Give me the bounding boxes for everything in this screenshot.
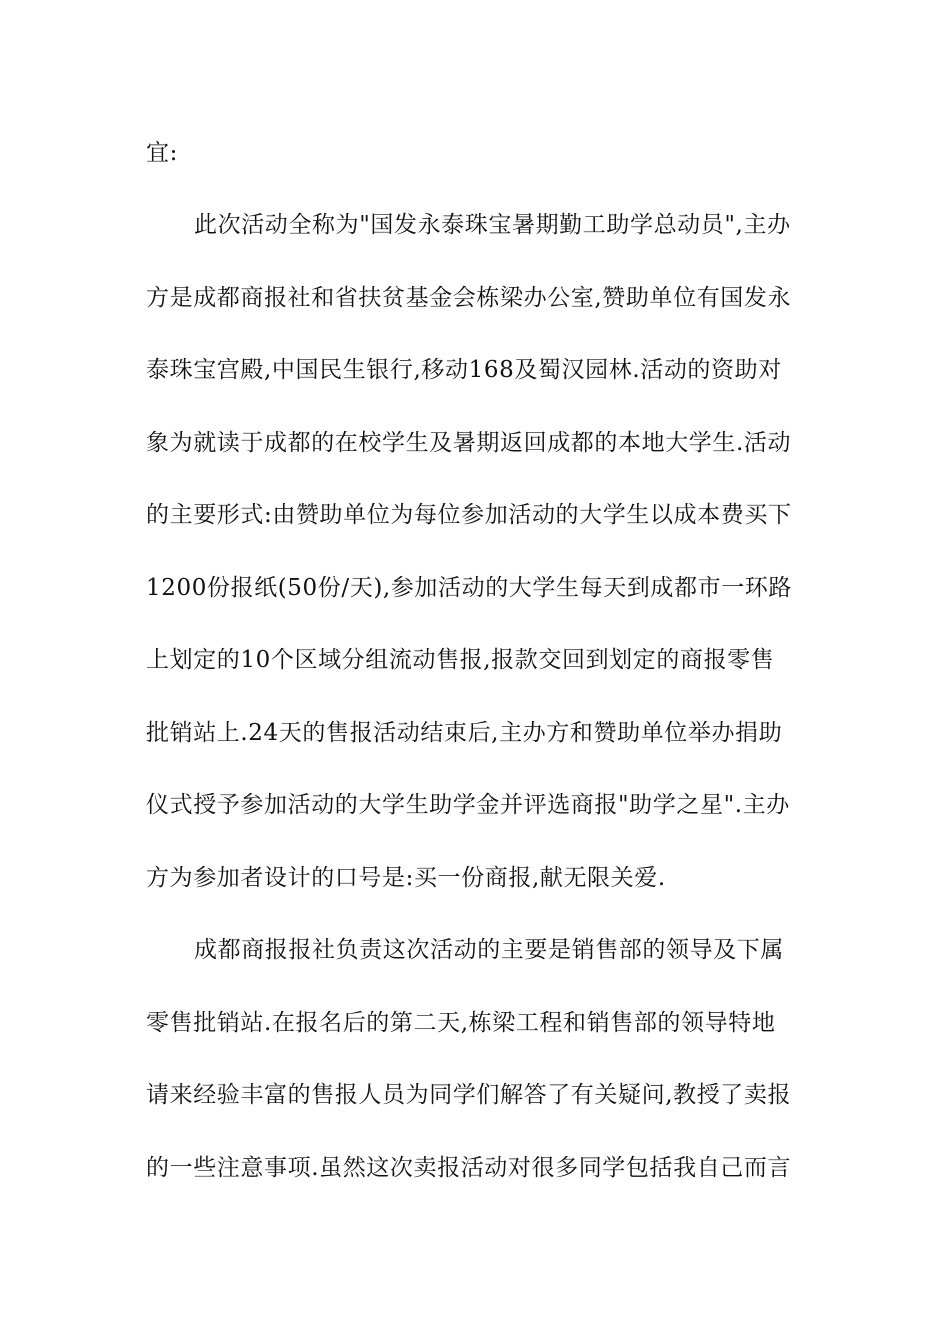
text-line: 批销站上.24天的售报活动结束后,主办方和赞助单位举办捐助 [146, 720, 783, 746]
text-line: 泰珠宝宫殿,中国民生银行,移动168及蜀汉园林.活动的资助对 [146, 357, 782, 383]
text-line: 的一些注意事项.虽然这次卖报活动对很多同学包括我自己而言 [146, 1155, 792, 1181]
text-line: 方为参加者设计的口号是:买一份商报,献无限关爱. [146, 865, 666, 891]
text-line: 方是成都商报社和省扶贫基金会栋梁办公室,赞助单位有国发永 [146, 285, 792, 311]
text-line: 成都商报报社负责这次活动的主要是销售部的领导及下属 [194, 937, 784, 963]
text-line: 仪式授予参加活动的大学生助学金并评选商报"助学之星".主办 [146, 792, 790, 818]
text-line: 象为就读于成都的在校学生及暑期返回成都的本地大学生.活动 [146, 430, 792, 456]
text-line: 1200份报纸(50份/天),参加活动的大学生每天到成都市一环路 [146, 575, 793, 601]
text-line: 宜: [146, 140, 178, 166]
text-line: 此次活动全称为"国发永泰珠宝暑期勤工助学总动员",主办 [194, 212, 791, 238]
text-line: 的主要形式:由赞助单位为每位参加活动的大学生以成本费买下 [146, 502, 792, 528]
text-line: 请来经验丰富的售报人员为同学们解答了有关疑问,教授了卖报 [146, 1082, 792, 1108]
text-line: 上划定的10个区域分组流动售报,报款交回到划定的商报零售 [146, 647, 775, 673]
text-line: 零售批销站.在报名后的第二天,栋梁工程和销售部的领导特地 [146, 1010, 776, 1036]
